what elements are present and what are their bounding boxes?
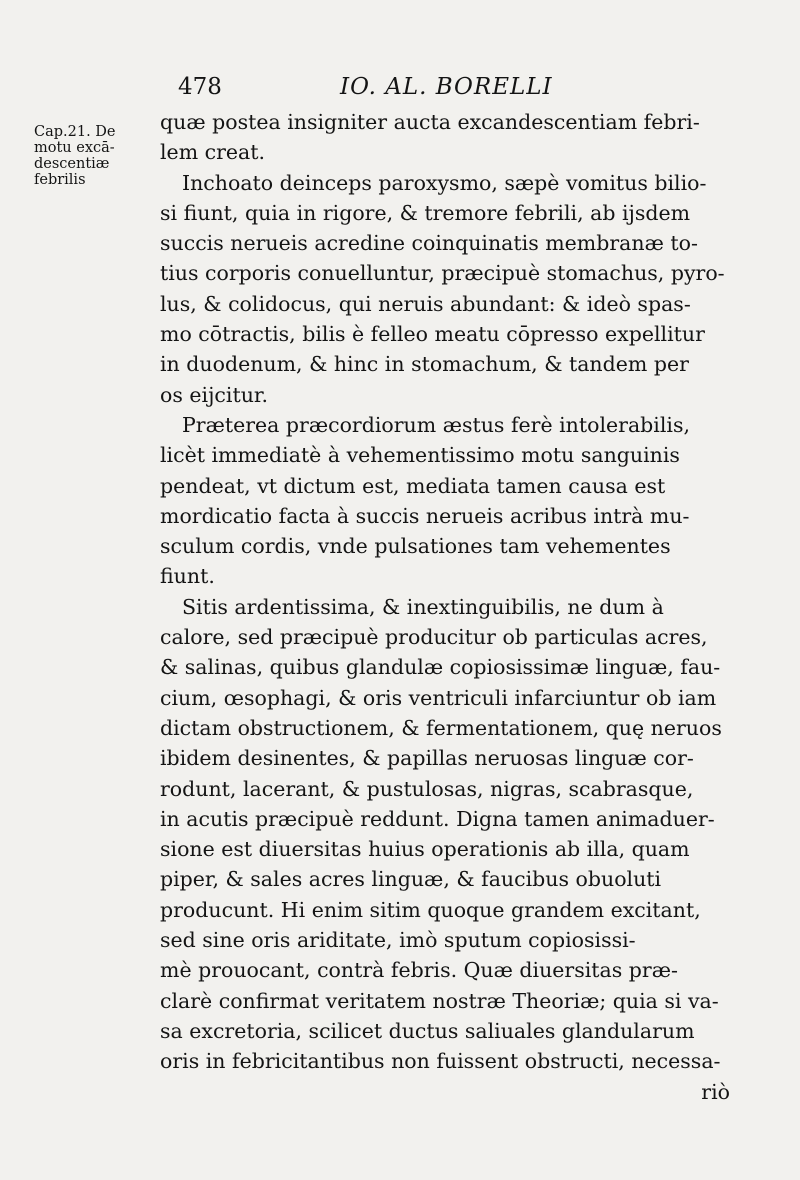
body-text	[160, 107, 760, 1107]
text-line: fiunt.	[160, 564, 215, 589]
text-line: clarè confirmat veritatem nostræ Theoriæ; quia si va-	[160, 988, 719, 1013]
text-line: rodunt, lacerant, & pustulosas, nigras, scabrasque,	[160, 776, 694, 801]
text-line: sione est diuersitas huius operationis ab illa, quam	[160, 837, 690, 862]
text-line: oris in febricitantibus non fuissent obstructi, necessa-	[160, 1049, 721, 1074]
text-line: os eijcitur.	[160, 382, 268, 407]
text-line: mè prouocant, contrà febris. Quæ diuersitas præ-	[160, 958, 678, 983]
margin-note-line: Cap.21. De	[34, 124, 116, 140]
running-head	[178, 74, 578, 104]
text-line: mordicatio facta à succis nerueis acribus intrà mu-	[160, 503, 690, 528]
text-line: licèt immediatè à vehementissimo motu sanguinis	[160, 443, 680, 468]
text-line: piper, & sales acres linguæ, & faucibus obuoluti	[160, 867, 662, 892]
text-line: quæ postea insigniter aucta excandescentiam febri-	[160, 110, 700, 134]
margin-note-line: descentiæ	[34, 156, 110, 172]
margin-note-line: febrilis	[34, 172, 86, 188]
paragraph-start-line: Præterea præcordiorum æstus ferè intolerabilis,	[182, 412, 691, 437]
text-line: & salinas, quibus glandulæ copiosissimæ linguæ, fau-	[160, 655, 721, 680]
margin-note	[34, 124, 144, 188]
text-line: sculum cordis, vnde pulsationes tam vehementes	[160, 534, 671, 559]
text-line: in duodenum, & hinc in stomachum, & tandem per	[160, 352, 689, 377]
text-line: cium, œsophagi, & oris ventriculi infarciuntur ob iam	[160, 685, 717, 710]
text-line: tius corporis conuelluntur, præcipuè stomachus, pyro-	[160, 261, 725, 286]
text-line: dictam obstructionem, & fermentationem, quę neruos	[160, 715, 722, 740]
page-number: 478	[178, 74, 222, 100]
text-line: in acutis præcipuè reddunt. Digna tamen animaduer-	[160, 806, 715, 831]
text-line: succis nerueis acredine coinquinatis membranæ to-	[160, 231, 698, 256]
text-line: lus, & colidocus, qui neruis abundant: & ideò spas-	[160, 291, 691, 316]
text-line: sa excretoria, scilicet ductus saliuales glandularum	[160, 1018, 695, 1043]
text-line: calore, sed præcipuè producitur ob particulas acres,	[160, 625, 708, 650]
text-line: pendeat, vt dictum est, mediata tamen causa est	[160, 473, 666, 498]
text-line: producunt. Hi enim sitim quoque grandem excitant,	[160, 897, 701, 922]
catchword: riò	[701, 1079, 730, 1104]
paragraph-start-line: Sitis ardentissima, & inextinguibilis, ne dum à	[182, 594, 664, 619]
text-line: lem creat.	[160, 140, 266, 165]
margin-note-line: motu excā-	[34, 140, 115, 156]
text-line: si fiunt, quia in rigore, & tremore febrili, ab ijsdem	[160, 200, 691, 225]
text-line: sed sine oris ariditate, imò sputum copiosissi-	[160, 928, 636, 953]
paragraph-start-line: Inchoato deinceps paroxysmo, sæpè vomitus bilio-	[182, 170, 707, 195]
text-line: ibidem desinentes, & papillas neruosas linguæ cor-	[160, 746, 694, 771]
text-line: mo cōtractis, bilis è felleo meatu cōpresso expellitur	[160, 322, 705, 347]
running-title: IO. AL. BORELLI	[340, 74, 553, 100]
